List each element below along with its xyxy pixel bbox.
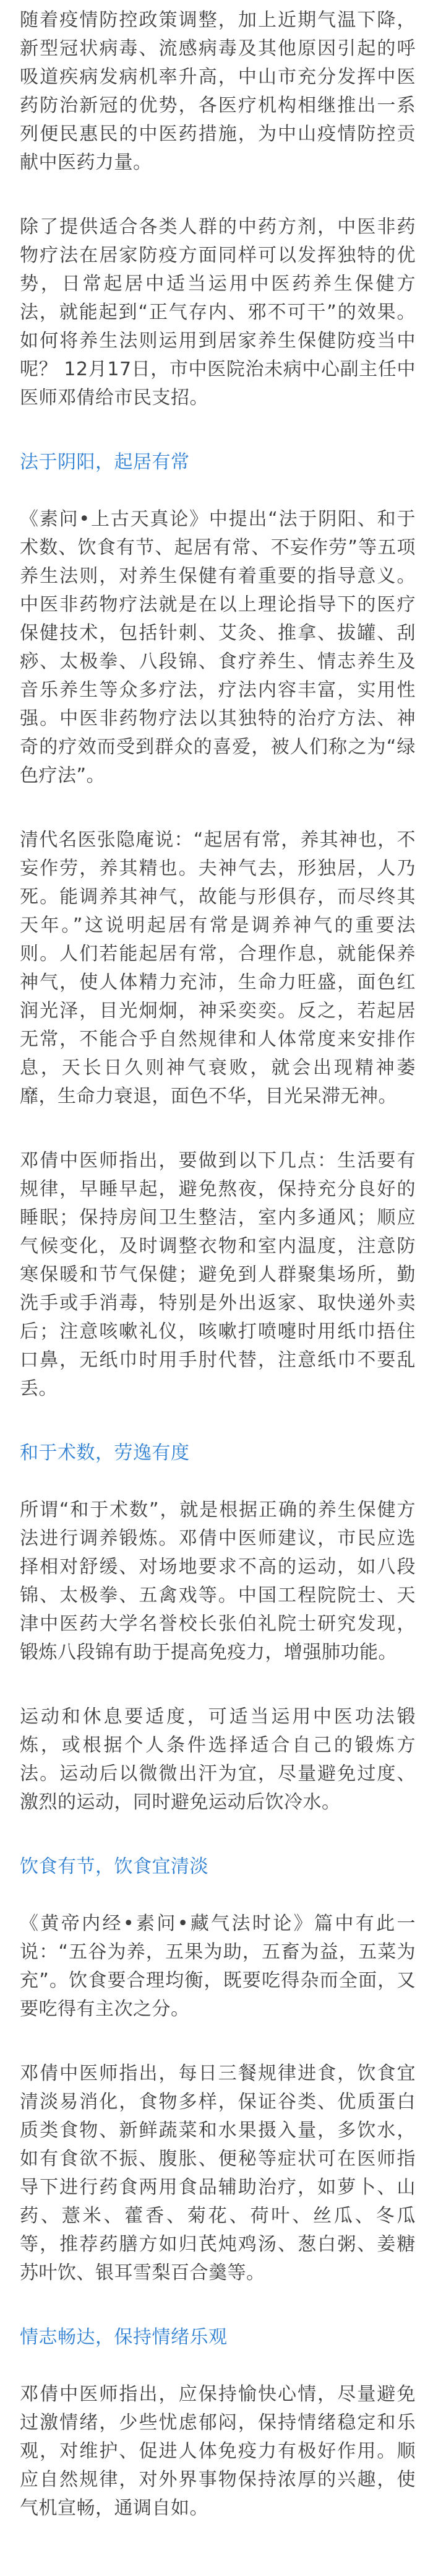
block-spacer (20, 2024, 416, 2060)
block-spacer (20, 1111, 416, 1147)
article-paragraph: 《黄帝内经•素问•藏气法时论》篇中有此一说：“五谷为养，五果为助，五畜为益，五菜为充”。饮食要合理均衡，既要吃得杂而全面，又要吃得有主次之分。 (20, 1913, 416, 2020)
article-paragraph: 随着疫情防控政策调整，加上近期气温下降，新型冠状病毒、流感病毒及其他原因引起的呼吸道疾病发病机率升高，中山市充分发挥中医药防治新冠的优势，各医疗机构相继推出一系列便民惠民的中医药措施，为中山疫情防控贡献中医药力量。 (20, 9, 416, 173)
section-heading: 情志畅达，保持情绪乐观 (20, 2326, 228, 2348)
block-spacer (20, 1667, 416, 1703)
block-spacer (20, 412, 416, 448)
block-spacer (20, 177, 416, 213)
article-paragraph: 邓倩中医师指出，每日三餐规律进食，饮食宜清淡易消化，食物多样，保证谷类、优质蛋白质类食物、新鲜蔬菜和水果摄入量，多饮水，如有食欲不振、腹胀、便秘等症状可在医师指导下进行药食两用食品辅助治疗，如萝卜、山药、薏米、藿香、菊花、荷叶、丝瓜、冬瓜等，推荐药膳方如归芪炖鸡汤、葱白粥、姜糖苏叶饮、银耳雪梨百合羹等。 (20, 2063, 416, 2284)
section-heading: 法于阴阳，起居有常 (20, 451, 190, 473)
article-paragraph: 邓倩中医师指出，要做到以下几点：生活要有规律，早睡早起，避免熬夜，保持充分良好的睡眠；保持房间卫生整洁，室内多通风；顺应气候变化，及时调整衣物和室内温度，注意防寒保暖和节气保健；避免到人群聚集场所，勤洗手或手消毒，特别是外出返家、取快递外卖后；注意咳嗽礼仪，咳嗽打喷嚏时用纸巾捂住口鼻，无纸巾时用手肘代替，注意纸巾不要乱丢。 (20, 1150, 416, 1399)
article-body (20, 6, 416, 2523)
block-spacer (20, 790, 416, 826)
block-spacer (20, 2352, 416, 2380)
block-spacer (20, 2287, 416, 2323)
article-paragraph: 清代名医张隐庵说：“起居有常，养其神也，不妄作劳，养其精也。夫神气去，形独居，人乃死。能调养其神气，故能与形俱存，而尽终其天年。”这说明起居有常是调养神气的重要法则。人们若能起居有常，合理作息，就能保养神气，使人体精力充沛，生命力旺盛，面色红润光泽，目光炯炯，神采奕奕。反之，若起居无常，不能合乎自然规律和人体常度来安排作息，天长日久则神气衰败，就会出现精神萎靡，生命力衰退，面色不华，目光呆滞无神。 (20, 829, 416, 1107)
article-paragraph: 所谓“和于术数”，就是根据正确的养生保健方法进行调养锻炼。邓倩中医师建议，市民应选择相对舒缓、对场地要求不高的运动，如八段锦、太极拳、五禽戏等。中国工程院院士、天津中医药大学名誉校长张伯礼院士研究发现，锻炼八段锦有助于提高免疫力，增强肺功能。 (20, 1499, 416, 1663)
article-paragraph: 运动和休息要适度，可适当运用中医功法锻炼，或根据个人条件选择适合自己的锻炼方法。运动后以微微出汗为宜，尽量避免过度、激烈的运动，同时避免运动后饮冷水。 (20, 1706, 416, 1813)
block-spacer (20, 1817, 416, 1853)
article-paragraph: 邓倩中医师指出，应保持愉快心情，尽量避免过激情绪，少些忧虑郁闷，保持情绪稳定和乐观，对维护、促进人体免疫力有极好作用。顺应自然规律，对外界事物保持浓厚的兴趣，使气机宣畅，通调自如。 (20, 2383, 416, 2519)
block-spacer (20, 1468, 416, 1496)
block-spacer (20, 1403, 416, 1439)
block-spacer (20, 1881, 416, 1910)
block-spacer (20, 477, 416, 505)
section-heading: 饮食有节，饮食宜清淡 (20, 1856, 208, 1878)
article-paragraph: 《素问•上古天真论》中提出“法于阴阳、和于术数、饮食有节、起居有常、不妄作劳”等五项养生法则，对养生保健有着重要的指导意义。中医非药物疗法就是在以上理论指导下的医疗保健技术，包括针刺、艾灸、推拿、拔罐、刮痧、太极拳、八段锦、食疗养生、情志养生及音乐养生等众多疗法，疗法内容丰富，实用性强。中医非药物疗法以其独特的治疗方法、神奇的疗效而受到群众的喜爱，被人们称之为“绿色疗法”。 (20, 508, 416, 786)
section-heading: 和于术数，劳逸有度 (20, 1442, 190, 1464)
article-paragraph: 除了提供适合各类人群的中药方剂，中医非药物疗法在居家防疫方面同样可以发挥独特的优势，日常起居中适当运用中医药养生保健方法，就能起到“正气存内、邪不可干”的效果。如何将养生法则运用到居家养生保健防疫当中呢？ 12月17日，市中医院治未病中心副主任中医师邓倩给市民支招。 (20, 216, 416, 409)
